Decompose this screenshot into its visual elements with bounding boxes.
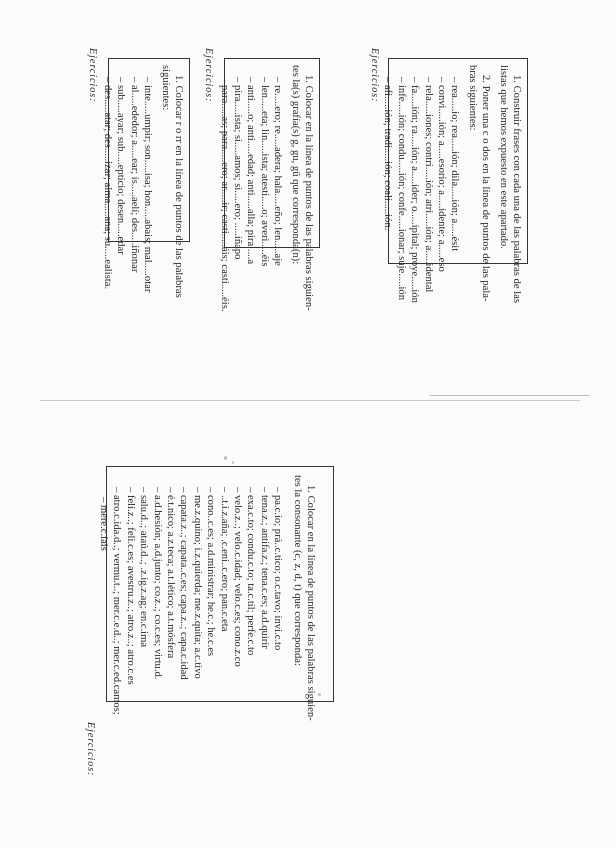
list-item: – é.t.nico; a.z.teca; a.t.lético; a.t.mósfera bbox=[164, 487, 177, 721]
left-exercise-heading: Ejercicios: bbox=[85, 722, 96, 777]
right-top-content bbox=[101, 65, 185, 298]
right-top-box bbox=[101, 58, 190, 298]
list-item: – convi.....ión; a.....esorio; a.....idente; a.....eso bbox=[435, 77, 448, 303]
list-item: – atro.c.ida.d..; vermu.t..; mer.c.e.d..; mer.c.ed.camos; bbox=[110, 487, 123, 721]
list-item: – inte.....umpir; son.....isa; hon.....abais; mal.....otar bbox=[141, 77, 154, 298]
list-item: – feli.z..; feli.c.es; avestru.z..; atro.z..; atro.c.es bbox=[123, 487, 136, 721]
right-middle-heading: Ejercicios: bbox=[203, 48, 214, 103]
left-instruction-line-2: tes la consonante (c, z, d, t) que corresponda: bbox=[291, 475, 303, 666]
list-item: – pira.....ista; si.....amos; si.....ero; .....iñapo bbox=[231, 77, 244, 311]
list-item: – sub.....ayar; sub.....epticio; desen.....edar bbox=[114, 77, 127, 298]
list-item: – para.....as; para.....ero; ar.....ir; casti.....áis; casti.....éis. bbox=[217, 77, 230, 311]
left-exercise-list bbox=[97, 475, 285, 721]
right-bottom-instruction-line-4: bras siguientes: bbox=[466, 65, 478, 131]
list-item: – re.....ero; re.....adera; hala.....eño; len.....aje bbox=[271, 77, 284, 311]
right-bottom-list bbox=[381, 65, 461, 303]
right-bottom-content bbox=[381, 65, 523, 303]
right-bottom-instruction-line-1: 1. Construir frases con cada una de las palabras de las bbox=[511, 75, 522, 303]
right-bottom-heading: Ejercicios: bbox=[369, 48, 380, 103]
list-item: – al.....ededor; a.....ear; is.....aelí; des.....iñonar bbox=[127, 77, 140, 298]
right-top-list bbox=[101, 65, 155, 298]
left-instruction-line-1: 1. Colocar en la línea de puntos de las palabras siguien- bbox=[305, 485, 316, 721]
right-bottom-instruction-line-2: listas que hemos expuesto en este apartado. bbox=[497, 65, 509, 249]
right-top-heading: Ejercicios: bbox=[87, 48, 98, 103]
scan-speck bbox=[232, 461, 234, 464]
right-middle-content bbox=[217, 65, 315, 311]
list-item: – mere.c.íais bbox=[97, 497, 110, 721]
right-bottom-box bbox=[382, 58, 528, 303]
left-exercise-content bbox=[97, 475, 318, 721]
right-middle-box bbox=[218, 58, 320, 312]
right-top-instruction-line-2: siguientes: bbox=[159, 65, 171, 111]
list-item: – salu.d..; ataú.d..; .z.ig.z.ag; en.c.ima bbox=[137, 487, 150, 721]
list-item: – pa.c.io; prá..c.tico; o.c.tavo; invi.c.to bbox=[271, 487, 284, 721]
list-item: – ..t.i.z.aña; .c.eni..c.ero; pan.c.eta bbox=[217, 487, 230, 721]
right-middle-instruction-line-1: 1. Colocar en la línea de puntos de las palabras siguien- bbox=[303, 75, 314, 311]
list-item: – anti.....o; anti.....edad; anti.....alla; pira.....a bbox=[244, 77, 257, 311]
left-exercise-box bbox=[97, 466, 334, 721]
right-top-instruction-line-1: 1. Colocar r o rr en la línea de puntos de las palabras bbox=[173, 75, 184, 298]
list-item: – len.....eta; lin.....ista; atesti.....o; averi.....éis bbox=[257, 77, 270, 311]
list-item: – cono..c.es; a.d.ministrar; he.c.; he.c.es bbox=[204, 487, 217, 721]
list-item: – afi.....ión; tradi.....ión; coali.....ión. bbox=[381, 77, 394, 303]
list-item: – exa.c.to; condu.c.to; ta.c.til; perfe.c.to bbox=[244, 487, 257, 721]
fold-line bbox=[40, 400, 580, 401]
list-item: – tena.z.; antifa.z.; tena.c.es; a.d.quirir bbox=[257, 487, 270, 721]
list-item: – capata.z..; capata..c.es; capa.z..; capa.c.idad bbox=[177, 487, 190, 721]
fold-line-right bbox=[430, 395, 590, 396]
list-item: – rela.....iones; contri.....ión; atri.....ión; a.....idental bbox=[421, 77, 434, 303]
scan-speck bbox=[224, 456, 227, 460]
list-item: – infe.....ión; condu.....ión; confe.....ionar; suje.....ión bbox=[394, 77, 407, 303]
right-bottom-instruction-line-3: 2. Poner una c o dos en la línea de puntos de las pala- bbox=[480, 75, 492, 302]
list-item: – a.d.hesión; a.d.junto; co.z..; co.c.es; virtu.d. bbox=[150, 487, 163, 721]
list-item: – des.....atar; des.....izar; alma.....ana; su.....ealista. bbox=[101, 77, 114, 298]
list-item: – me.z.quino; i.z.quierda; me.z.quita; a.c.tivo bbox=[190, 487, 203, 721]
right-middle-list bbox=[217, 65, 284, 311]
list-item: – rea.....io; rea.....ión; dila.....ión; a.....ésit bbox=[448, 77, 461, 303]
list-item: – fa.....ión; ra.....ión; a.....ider; o.....ipital; proye.....ión bbox=[408, 77, 421, 303]
right-middle-instruction-line-2: tes la(s) grafía(s) g, gu, gü que corresponda(n): bbox=[289, 65, 301, 265]
list-item: – velo.z..; velo.c.idad; velo.c.es; cono.z.co bbox=[231, 487, 244, 721]
